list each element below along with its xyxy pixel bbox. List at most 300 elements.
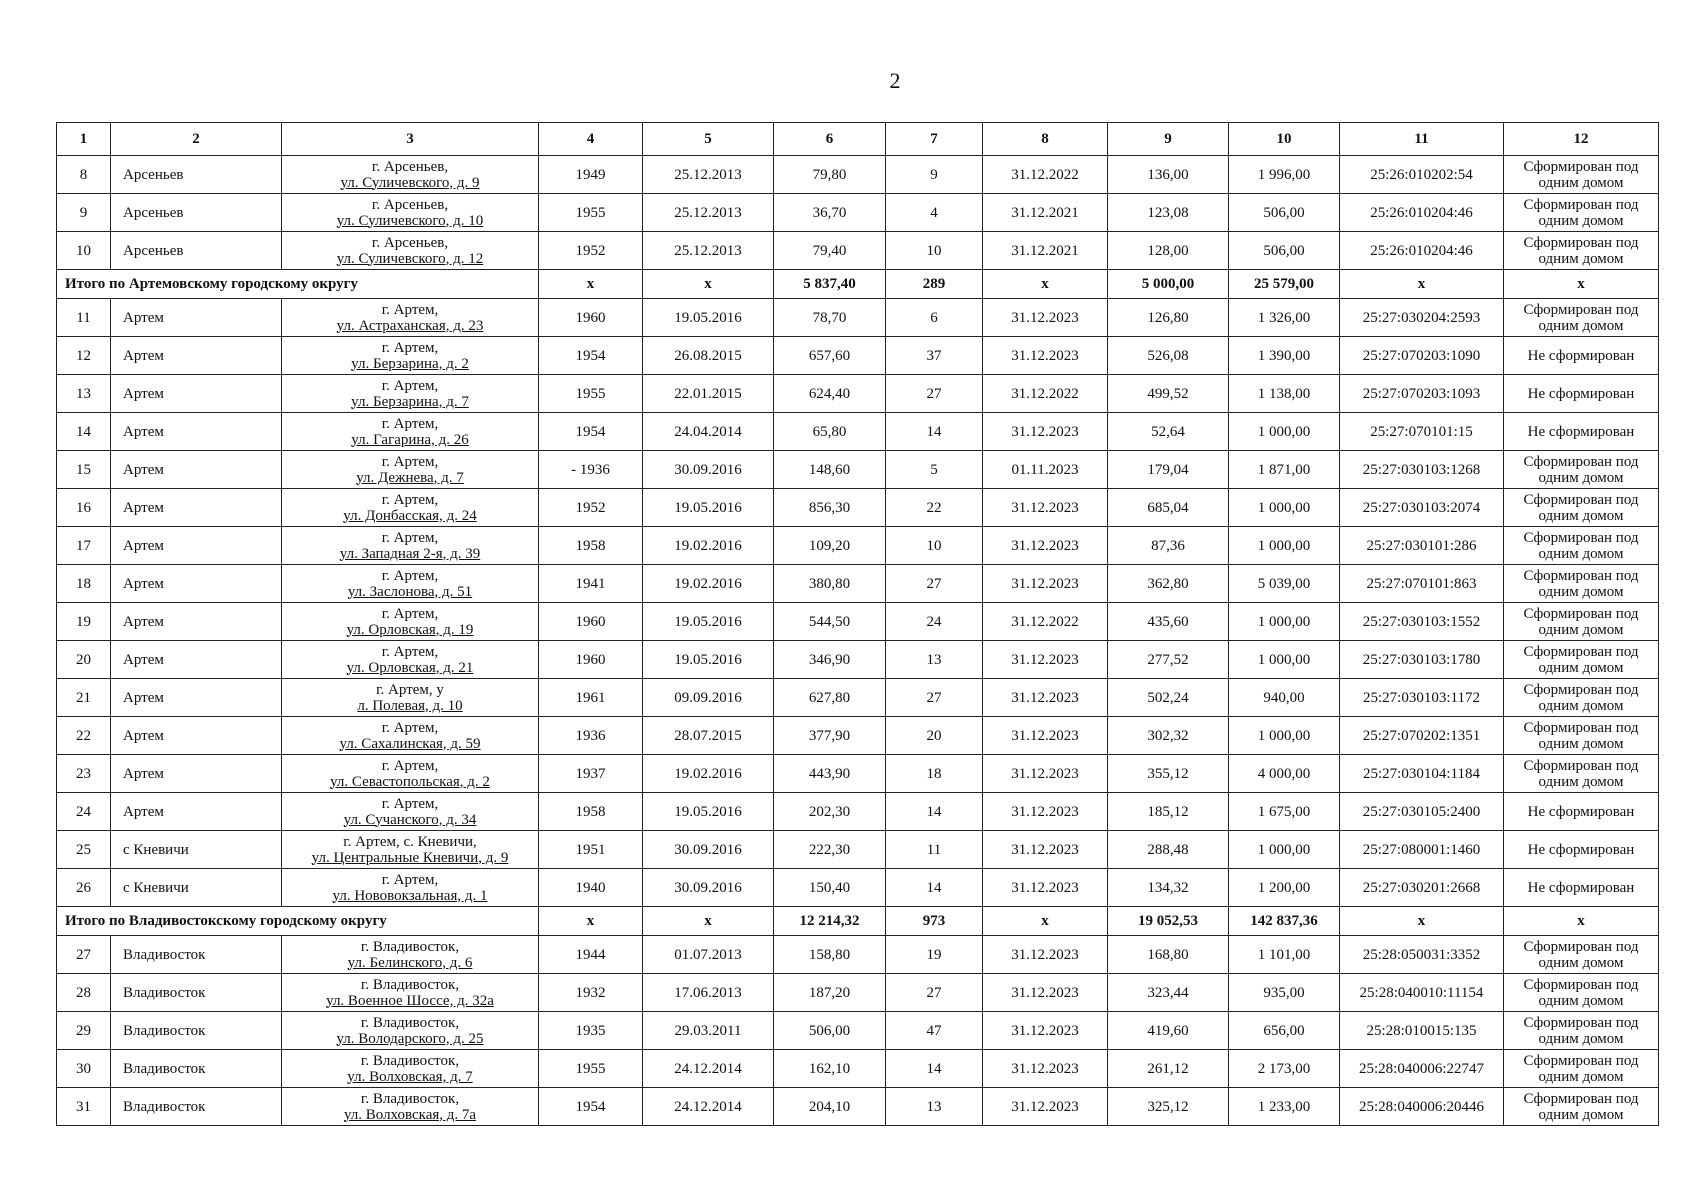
date-cell: 19.05.2016 [643, 793, 774, 831]
date-cell: 28.07.2015 [643, 717, 774, 755]
address-line-2: ул. Центральные Кневичи, д. 9 [311, 849, 509, 866]
address-line-1: г. Владивосток, [360, 1090, 460, 1107]
residents-cell: 6 [886, 299, 983, 337]
row-number: 19 [57, 603, 111, 641]
subtotal-label: Итого по Владивостокскому городскому округу [57, 907, 539, 936]
address-line-2: ул. Военное Шоссе, д. 32а [326, 992, 494, 1009]
area-cell: 65,80 [774, 413, 886, 451]
date-cell: 26.08.2015 [643, 337, 774, 375]
city-cell: Артем [111, 755, 282, 793]
address-cell [282, 679, 539, 717]
city-cell: с Кневичи [111, 831, 282, 869]
value-9-cell: 419,60 [1108, 1012, 1229, 1050]
status-line-1: Сформирован под [1523, 938, 1639, 955]
city-cell: Артем [111, 375, 282, 413]
row-number: 23 [57, 755, 111, 793]
table-row [57, 337, 1659, 375]
date-cell: 19.05.2016 [643, 603, 774, 641]
row-number: 9 [57, 194, 111, 232]
address-line-1: г. Артем, [381, 605, 439, 622]
subtotal-cell: x [539, 270, 643, 299]
address-line-1: г. Артем, [381, 757, 439, 774]
cadastral-cell: 25:27:030104:1184 [1340, 755, 1504, 793]
address-line-1: г. Арсеньев, [371, 234, 449, 251]
city-cell: Артем [111, 489, 282, 527]
row-number: 25 [57, 831, 111, 869]
deadline-cell: 31.12.2022 [983, 603, 1108, 641]
area-cell: 377,90 [774, 717, 886, 755]
value-10-cell: 1 000,00 [1229, 413, 1340, 451]
address-line-1: г. Артем, [381, 491, 439, 508]
address-cell [282, 869, 539, 907]
value-9-cell: 288,48 [1108, 831, 1229, 869]
value-10-cell: 1 233,00 [1229, 1088, 1340, 1126]
area-cell: 627,80 [774, 679, 886, 717]
address-cell [282, 1050, 539, 1088]
area-cell: 150,40 [774, 869, 886, 907]
residents-cell: 11 [886, 831, 983, 869]
address-line-2: ул. Волховская, д. 7а [343, 1106, 477, 1123]
address-cell [282, 717, 539, 755]
deadline-cell: 31.12.2023 [983, 337, 1108, 375]
address-line-2: л. Полевая, д. 10 [357, 697, 463, 714]
date-cell: 30.09.2016 [643, 451, 774, 489]
value-9-cell: 435,60 [1108, 603, 1229, 641]
residents-cell: 27 [886, 375, 983, 413]
deadline-cell: 31.12.2023 [983, 974, 1108, 1012]
status-cell [1504, 603, 1659, 641]
year-cell: 1941 [539, 565, 643, 603]
address-cell [282, 232, 539, 270]
subtotal-cell: x [1504, 907, 1659, 936]
header-cell: 10 [1229, 123, 1340, 156]
status-line-1: Сформирован под [1523, 681, 1639, 698]
address-cell [282, 527, 539, 565]
status-line-1: Сформирован под [1523, 301, 1639, 318]
address-line-2: ул. Белинского, д. 6 [347, 954, 473, 971]
address-line-2: ул. Гагарина, д. 26 [351, 431, 469, 448]
table-row [57, 603, 1659, 641]
date-cell: 19.05.2016 [643, 641, 774, 679]
status-cell [1504, 375, 1659, 413]
residents-cell: 22 [886, 489, 983, 527]
city-cell: Артем [111, 603, 282, 641]
date-cell: 30.09.2016 [643, 869, 774, 907]
value-9-cell: 277,52 [1108, 641, 1229, 679]
residents-cell: 27 [886, 974, 983, 1012]
status-line-2: одним домом [1538, 992, 1624, 1009]
table-row [57, 641, 1659, 679]
status-line-1: Сформирован под [1523, 1090, 1639, 1107]
deadline-cell: 31.12.2023 [983, 527, 1108, 565]
value-10-cell: 1 996,00 [1229, 156, 1340, 194]
city-cell: Владивосток [111, 1012, 282, 1050]
table-row [57, 299, 1659, 337]
address-cell [282, 337, 539, 375]
status-line-2: одним домом [1538, 583, 1624, 600]
row-number: 8 [57, 156, 111, 194]
cadastral-cell: 25:27:030105:2400 [1340, 793, 1504, 831]
status-line-1: Не сформирован [1527, 803, 1635, 820]
residents-cell: 10 [886, 527, 983, 565]
subtotal-cell: x [1504, 270, 1659, 299]
address-cell [282, 641, 539, 679]
year-cell: 1954 [539, 413, 643, 451]
page-number: 2 [889, 68, 901, 93]
deadline-cell: 31.12.2023 [983, 1012, 1108, 1050]
status-cell [1504, 156, 1659, 194]
status-cell [1504, 679, 1659, 717]
status-line-1: Сформирован под [1523, 529, 1639, 546]
header-cell: 2 [111, 123, 282, 156]
area-cell: 158,80 [774, 936, 886, 974]
area-cell: 544,50 [774, 603, 886, 641]
status-cell [1504, 936, 1659, 974]
cadastral-cell: 25:27:030103:2074 [1340, 489, 1504, 527]
status-line-2: одним домом [1538, 697, 1624, 714]
city-cell: Арсеньев [111, 194, 282, 232]
cadastral-cell: 25:28:040006:22747 [1340, 1050, 1504, 1088]
date-cell: 19.02.2016 [643, 565, 774, 603]
table-row [57, 679, 1659, 717]
deadline-cell: 31.12.2023 [983, 679, 1108, 717]
row-number: 27 [57, 936, 111, 974]
value-10-cell: 506,00 [1229, 194, 1340, 232]
subtotal-cell: x [983, 270, 1108, 299]
value-10-cell: 1 000,00 [1229, 641, 1340, 679]
address-line-2: ул. Астраханская, д. 23 [336, 317, 484, 334]
subtotal-cell: 12 214,32 [774, 907, 886, 936]
area-cell: 657,60 [774, 337, 886, 375]
subtotal-cell: x [1340, 907, 1504, 936]
year-cell: 1958 [539, 793, 643, 831]
status-cell [1504, 527, 1659, 565]
address-line-2: ул. Нововокзальная, д. 1 [332, 887, 488, 904]
row-number: 15 [57, 451, 111, 489]
header-cell: 1 [57, 123, 111, 156]
status-cell [1504, 489, 1659, 527]
subtotal-cell: 289 [886, 270, 983, 299]
status-cell [1504, 1088, 1659, 1126]
address-line-1: г. Арсеньев, [371, 196, 449, 213]
address-line-2: ул. Волховская, д. 7 [347, 1068, 473, 1085]
date-cell: 19.02.2016 [643, 755, 774, 793]
address-line-2: ул. Володарского, д. 25 [336, 1030, 484, 1047]
city-cell: Владивосток [111, 1088, 282, 1126]
deadline-cell: 31.12.2023 [983, 755, 1108, 793]
value-10-cell: 940,00 [1229, 679, 1340, 717]
status-line-2: одним домом [1538, 1068, 1624, 1085]
cadastral-cell: 25:28:040010:11154 [1340, 974, 1504, 1012]
status-line-2: одним домом [1538, 174, 1624, 191]
subtotal-cell: x [983, 907, 1108, 936]
status-line-2: одним домом [1538, 212, 1624, 229]
table-row [57, 1012, 1659, 1050]
city-cell: Артем [111, 679, 282, 717]
address-line-2: ул. Орловская, д. 21 [346, 659, 474, 676]
table-row [57, 565, 1659, 603]
deadline-cell: 31.12.2023 [983, 641, 1108, 679]
address-line-2: ул. Суличевского, д. 12 [336, 250, 484, 267]
table-row [57, 1088, 1659, 1126]
residents-cell: 13 [886, 1088, 983, 1126]
cadastral-cell: 25:27:070101:15 [1340, 413, 1504, 451]
year-cell: 1955 [539, 375, 643, 413]
value-10-cell: 935,00 [1229, 974, 1340, 1012]
date-cell: 25.12.2013 [643, 194, 774, 232]
year-cell: 1961 [539, 679, 643, 717]
value-9-cell: 362,80 [1108, 565, 1229, 603]
status-cell [1504, 451, 1659, 489]
date-cell: 19.05.2016 [643, 489, 774, 527]
area-cell: 162,10 [774, 1050, 886, 1088]
year-cell: 1960 [539, 299, 643, 337]
status-cell [1504, 194, 1659, 232]
cadastral-cell: 25:28:040006:20446 [1340, 1088, 1504, 1126]
row-number: 31 [57, 1088, 111, 1126]
deadline-cell: 31.12.2023 [983, 299, 1108, 337]
status-line-2: одним домом [1538, 735, 1624, 752]
value-10-cell: 2 173,00 [1229, 1050, 1340, 1088]
residents-cell: 20 [886, 717, 983, 755]
deadline-cell: 31.12.2022 [983, 156, 1108, 194]
cadastral-cell: 25:26:010204:46 [1340, 194, 1504, 232]
value-9-cell: 87,36 [1108, 527, 1229, 565]
header-cell: 5 [643, 123, 774, 156]
date-cell: 19.05.2016 [643, 299, 774, 337]
row-number: 22 [57, 717, 111, 755]
address-line-2: ул. Берзарина, д. 2 [351, 355, 469, 372]
address-cell [282, 603, 539, 641]
area-cell: 109,20 [774, 527, 886, 565]
city-cell: Артем [111, 451, 282, 489]
address-line-1: г. Артем, [381, 339, 439, 356]
table-row [57, 936, 1659, 974]
status-cell [1504, 299, 1659, 337]
area-cell: 187,20 [774, 974, 886, 1012]
address-line-2: ул. Дежнева, д. 7 [356, 469, 464, 486]
value-10-cell: 1 138,00 [1229, 375, 1340, 413]
deadline-cell: 01.11.2023 [983, 451, 1108, 489]
status-line-1: Не сформирован [1527, 841, 1635, 858]
area-cell: 36,70 [774, 194, 886, 232]
city-cell: Арсеньев [111, 156, 282, 194]
row-number: 11 [57, 299, 111, 337]
status-line-2: одним домом [1538, 317, 1624, 334]
value-9-cell: 134,32 [1108, 869, 1229, 907]
residents-cell: 5 [886, 451, 983, 489]
city-cell: Артем [111, 793, 282, 831]
deadline-cell: 31.12.2023 [983, 717, 1108, 755]
table-row [57, 194, 1659, 232]
deadline-cell: 31.12.2023 [983, 793, 1108, 831]
address-line-1: г. Владивосток, [360, 938, 460, 955]
year-cell: 1944 [539, 936, 643, 974]
area-cell: 222,30 [774, 831, 886, 869]
value-9-cell: 179,04 [1108, 451, 1229, 489]
status-line-1: Сформирован под [1523, 196, 1639, 213]
deadline-cell: 31.12.2023 [983, 1050, 1108, 1088]
table-row [57, 451, 1659, 489]
table-row [57, 232, 1659, 270]
city-cell: Артем [111, 299, 282, 337]
subtotal-cell: 142 837,36 [1229, 907, 1340, 936]
deadline-cell: 31.12.2021 [983, 194, 1108, 232]
table-row [57, 527, 1659, 565]
area-cell: 202,30 [774, 793, 886, 831]
table-row [57, 831, 1659, 869]
value-9-cell: 502,24 [1108, 679, 1229, 717]
address-cell [282, 451, 539, 489]
address-cell [282, 831, 539, 869]
year-cell: 1937 [539, 755, 643, 793]
status-line-1: Не сформирован [1527, 347, 1635, 364]
cadastral-cell: 25:26:010202:54 [1340, 156, 1504, 194]
status-line-1: Сформирован под [1523, 605, 1639, 622]
status-line-1: Не сформирован [1527, 385, 1635, 402]
status-line-2: одним домом [1538, 507, 1624, 524]
table-row [57, 156, 1659, 194]
deadline-cell: 31.12.2023 [983, 869, 1108, 907]
address-line-2: ул. Берзарина, д. 7 [351, 393, 469, 410]
value-9-cell: 52,64 [1108, 413, 1229, 451]
address-cell [282, 413, 539, 451]
header-row [57, 123, 1659, 156]
status-cell [1504, 831, 1659, 869]
status-line-2: одним домом [1538, 250, 1624, 267]
cadastral-cell: 25:27:030101:286 [1340, 527, 1504, 565]
area-cell: 346,90 [774, 641, 886, 679]
residents-cell: 14 [886, 1050, 983, 1088]
city-cell: Владивосток [111, 936, 282, 974]
cadastral-cell: 25:27:070101:863 [1340, 565, 1504, 603]
year-cell: 1960 [539, 641, 643, 679]
year-cell: 1949 [539, 156, 643, 194]
year-cell: 1940 [539, 869, 643, 907]
table-row [57, 717, 1659, 755]
address-line-2: ул. Сучанского, д. 34 [343, 811, 477, 828]
year-cell: 1954 [539, 1088, 643, 1126]
cadastral-cell: 25:28:010015:135 [1340, 1012, 1504, 1050]
date-cell: 17.06.2013 [643, 974, 774, 1012]
deadline-cell: 31.12.2023 [983, 413, 1108, 451]
address-line-2: ул. Суличевского, д. 9 [340, 174, 480, 191]
cadastral-cell: 25:27:030204:2593 [1340, 299, 1504, 337]
deadline-cell: 31.12.2023 [983, 565, 1108, 603]
row-number: 24 [57, 793, 111, 831]
subtotal-cell: 25 579,00 [1229, 270, 1340, 299]
year-cell: 1958 [539, 527, 643, 565]
address-line-2: ул. Заслонова, д. 51 [347, 583, 473, 600]
cadastral-cell: 25:27:070202:1351 [1340, 717, 1504, 755]
status-line-1: Сформирован под [1523, 1052, 1639, 1069]
area-cell: 443,90 [774, 755, 886, 793]
address-line-1: г. Артем, [381, 415, 439, 432]
city-cell: Артем [111, 527, 282, 565]
address-line-1: г. Артем, с. Кневичи, [343, 833, 477, 850]
deadline-cell: 31.12.2021 [983, 232, 1108, 270]
residents-cell: 37 [886, 337, 983, 375]
status-line-1: Сформирован под [1523, 567, 1639, 584]
status-cell [1504, 717, 1659, 755]
row-number: 16 [57, 489, 111, 527]
address-cell [282, 1012, 539, 1050]
residents-cell: 27 [886, 565, 983, 603]
year-cell: 1952 [539, 232, 643, 270]
cadastral-cell: 25:27:030201:2668 [1340, 869, 1504, 907]
address-line-1: г. Артем, [381, 453, 439, 470]
address-line-1: г. Артем, [381, 795, 439, 812]
value-9-cell: 168,80 [1108, 936, 1229, 974]
address-line-2: ул. Донбасская, д. 24 [343, 507, 477, 524]
value-10-cell: 4 000,00 [1229, 755, 1340, 793]
date-cell: 29.03.2011 [643, 1012, 774, 1050]
status-cell [1504, 755, 1659, 793]
address-line-1: г. Артем, [381, 719, 439, 736]
value-10-cell: 1 390,00 [1229, 337, 1340, 375]
status-line-1: Сформирован под [1523, 757, 1639, 774]
address-line-1: г. Владивосток, [360, 1014, 460, 1031]
header-cell: 6 [774, 123, 886, 156]
value-10-cell: 1 871,00 [1229, 451, 1340, 489]
residents-cell: 14 [886, 413, 983, 451]
address-line-1: г. Артем, [381, 301, 439, 318]
area-cell: 79,40 [774, 232, 886, 270]
year-cell: 1952 [539, 489, 643, 527]
cadastral-cell: 25:26:010204:46 [1340, 232, 1504, 270]
deadline-cell: 31.12.2023 [983, 1088, 1108, 1126]
status-cell [1504, 565, 1659, 603]
deadline-cell: 31.12.2023 [983, 489, 1108, 527]
row-number: 29 [57, 1012, 111, 1050]
residents-cell: 9 [886, 156, 983, 194]
table-row [57, 793, 1659, 831]
year-cell: 1936 [539, 717, 643, 755]
table-row [57, 489, 1659, 527]
status-line-2: одним домом [1538, 773, 1624, 790]
subtotal-row [57, 270, 1659, 299]
year-cell: 1955 [539, 1050, 643, 1088]
value-10-cell: 1 000,00 [1229, 603, 1340, 641]
address-cell [282, 1088, 539, 1126]
year-cell: 1955 [539, 194, 643, 232]
status-line-1: Не сформирован [1527, 423, 1635, 440]
address-line-1: г. Артем, [381, 643, 439, 660]
status-cell [1504, 641, 1659, 679]
table-row [57, 1050, 1659, 1088]
value-10-cell: 1 200,00 [1229, 869, 1340, 907]
row-number: 13 [57, 375, 111, 413]
residents-cell: 10 [886, 232, 983, 270]
address-line-1: г. Владивосток, [360, 1052, 460, 1069]
subtotal-cell: x [1340, 270, 1504, 299]
city-cell: Артем [111, 413, 282, 451]
value-9-cell: 123,08 [1108, 194, 1229, 232]
date-cell: 25.12.2013 [643, 232, 774, 270]
year-cell: - 1936 [539, 451, 643, 489]
value-9-cell: 261,12 [1108, 1050, 1229, 1088]
area-cell: 78,70 [774, 299, 886, 337]
cadastral-cell: 25:27:070203:1090 [1340, 337, 1504, 375]
subtotal-cell: x [539, 907, 643, 936]
address-line-1: г. Арсеньев, [371, 158, 449, 175]
value-9-cell: 185,12 [1108, 793, 1229, 831]
deadline-cell: 31.12.2023 [983, 831, 1108, 869]
address-cell [282, 194, 539, 232]
value-9-cell: 136,00 [1108, 156, 1229, 194]
status-line-2: одним домом [1538, 469, 1624, 486]
status-line-2: одним домом [1538, 621, 1624, 638]
